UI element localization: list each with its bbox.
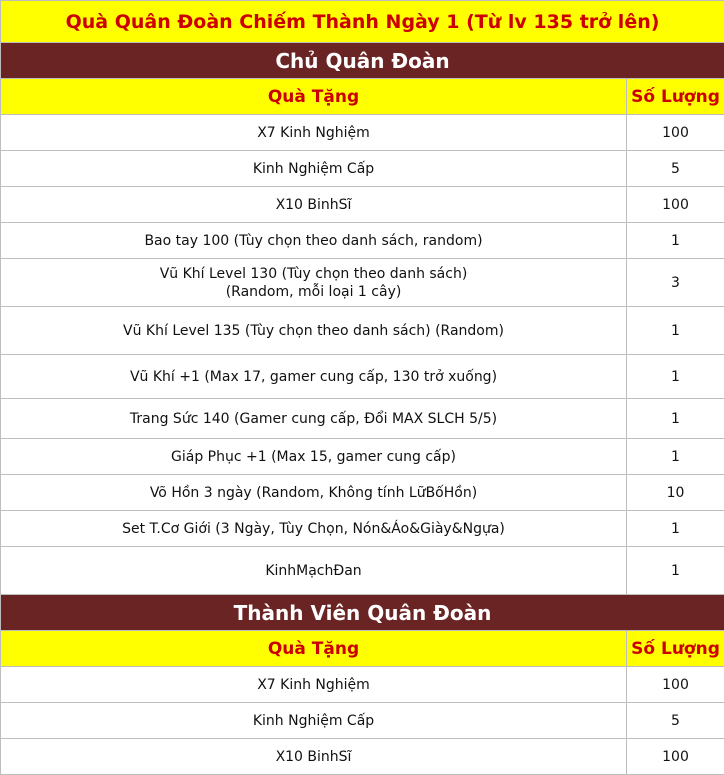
gift-name: X10 BinhSĩ xyxy=(1,187,627,223)
table-row xyxy=(1,355,724,399)
column-header-row xyxy=(1,79,724,115)
gift-quantity: 1 xyxy=(627,223,724,259)
gift-name: KinhMạchĐan xyxy=(1,547,627,595)
gift-name: Võ Hồn 3 ngày (Random, Không tính LữBốHồn) xyxy=(1,475,627,511)
gift-column-header: Quà Tặng xyxy=(1,631,627,667)
table-row xyxy=(1,399,724,439)
gift-quantity: 100 xyxy=(627,667,724,703)
gift-quantity: 1 xyxy=(627,511,724,547)
gift-quantity: 1 xyxy=(627,547,724,595)
quantity-column-header: Số Lượng xyxy=(627,79,724,115)
gift-quantity: 1 xyxy=(627,399,724,439)
gift-name: Vũ Khí Level 130 (Tùy chọn theo danh sách) (Random, mỗi loại 1 cây) xyxy=(1,259,627,307)
gift-name: Kinh Nghiệm Cấp xyxy=(1,703,627,739)
gift-name: Set T.Cơ Giới (3 Ngày, Tùy Chọn, Nón&Áo&Giày&Ngựa) xyxy=(1,511,627,547)
table-row xyxy=(1,703,724,739)
gift-quantity: 1 xyxy=(627,307,724,355)
page-title: Quà Quân Đoàn Chiếm Thành Ngày 1 (Từ lv 135 trở lên) xyxy=(1,1,724,43)
gift-name: X7 Kinh Nghiệm xyxy=(1,115,627,151)
gift-quantity: 1 xyxy=(627,355,724,399)
section-header-chu-quan-doan xyxy=(1,43,724,79)
table-row xyxy=(1,307,724,355)
gift-quantity: 1 xyxy=(627,439,724,475)
table-row xyxy=(1,667,724,703)
gift-name: Kinh Nghiệm Cấp xyxy=(1,151,627,187)
gift-quantity: 5 xyxy=(627,703,724,739)
table-row xyxy=(1,187,724,223)
table-row xyxy=(1,223,724,259)
gift-name: Vũ Khí Level 135 (Tùy chọn theo danh sách) (Random) xyxy=(1,307,627,355)
gift-quantity: 5 xyxy=(627,151,724,187)
gift-quantity: 100 xyxy=(627,115,724,151)
section-title: Thành Viên Quân Đoàn xyxy=(1,595,724,631)
gift-name: Giáp Phục +1 (Max 15, gamer cung cấp) xyxy=(1,439,627,475)
gift-name: Trang Sức 140 (Gamer cung cấp, Đổi MAX SLCH 5/5) xyxy=(1,399,627,439)
table-row xyxy=(1,439,724,475)
section-header-thanh-vien-quan-doan xyxy=(1,595,724,631)
gift-column-header: Quà Tặng xyxy=(1,79,627,115)
gift-name: Bao tay 100 (Tùy chọn theo danh sách, random) xyxy=(1,223,627,259)
table-row xyxy=(1,511,724,547)
table-row xyxy=(1,739,724,775)
gift-name: X7 Kinh Nghiệm xyxy=(1,667,627,703)
table-row xyxy=(1,475,724,511)
section-title: Chủ Quân Đoàn xyxy=(1,43,724,79)
title-row xyxy=(1,1,724,43)
quantity-column-header: Số Lượng xyxy=(627,631,724,667)
table-row xyxy=(1,547,724,595)
column-header-row xyxy=(1,631,724,667)
table-row xyxy=(1,151,724,187)
gift-quantity: 100 xyxy=(627,187,724,223)
gift-quantity: 3 xyxy=(627,259,724,307)
gift-name: X10 BinhSĩ xyxy=(1,739,627,775)
table-row xyxy=(1,115,724,151)
gift-quantity: 10 xyxy=(627,475,724,511)
gift-quantity: 100 xyxy=(627,739,724,775)
table-row xyxy=(1,259,724,307)
gift-name: Vũ Khí +1 (Max 17, gamer cung cấp, 130 trở xuống) xyxy=(1,355,627,399)
